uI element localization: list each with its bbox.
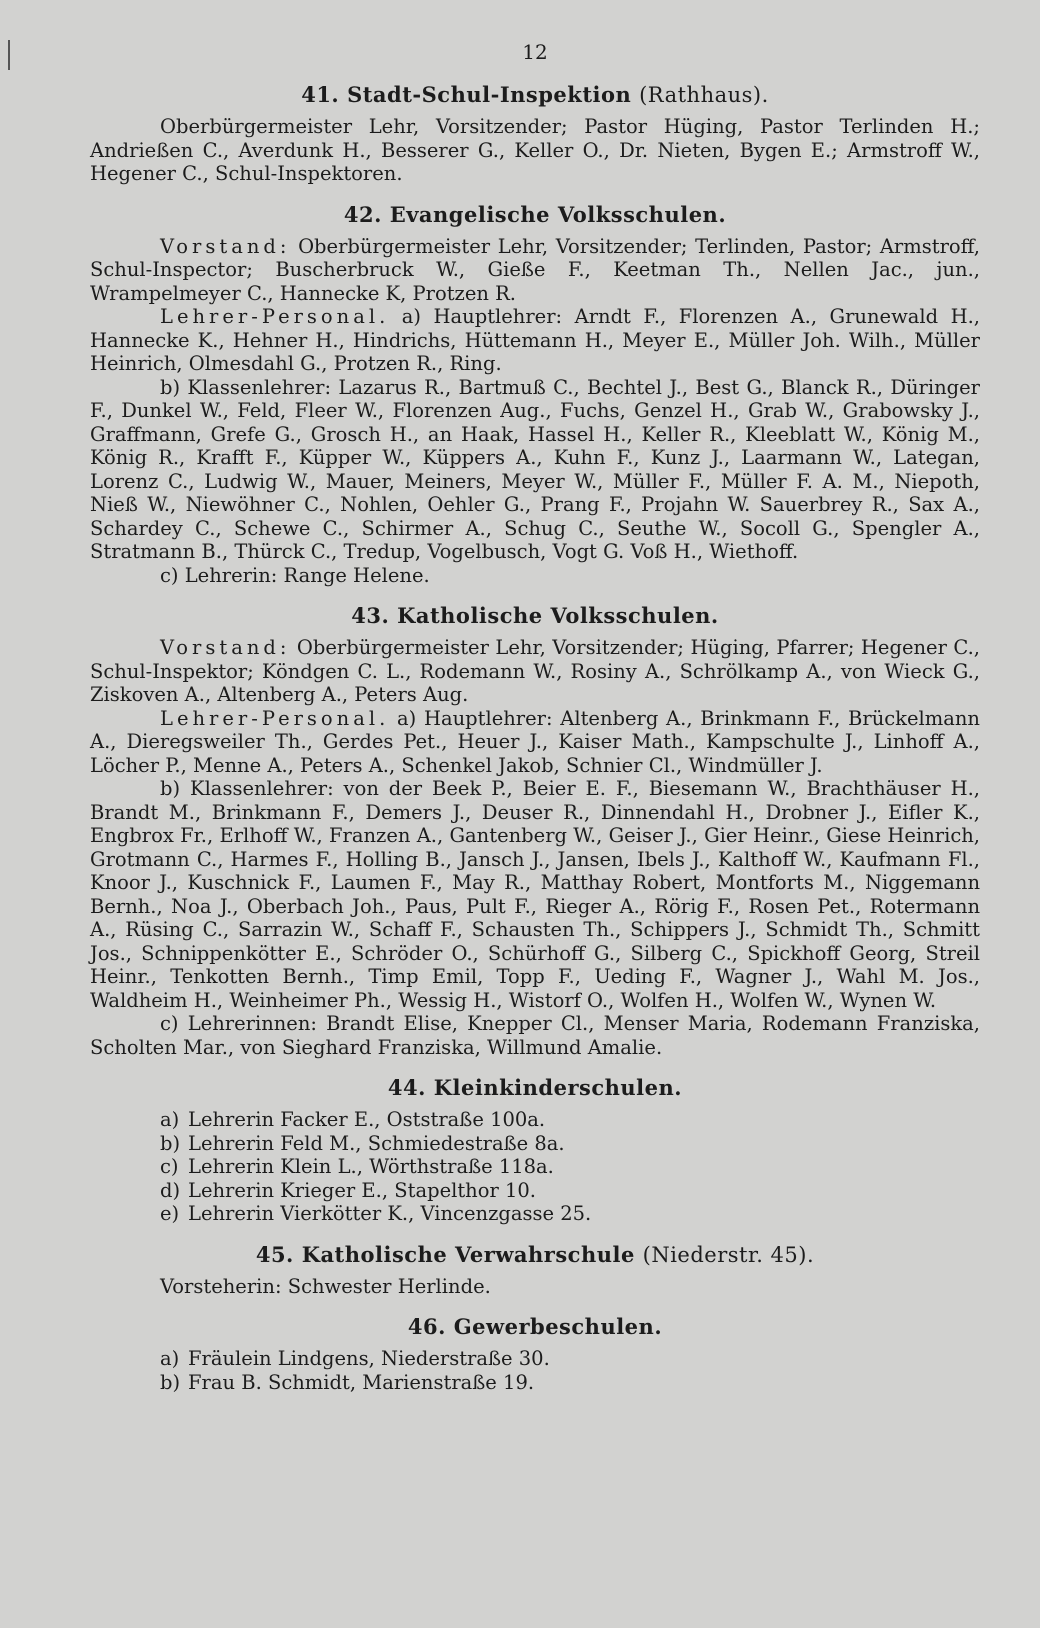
lehrer-b-text: b) Klassenlehrer: von der Beek P., Beier E. F., Biesemann W., Brachthäuser H., Brandt M., Brinkmann F., Demers J., Deuser R., Dinnendahl H., Drobner J., Eifler K., Engbrox Fr., Erlhoff W., Franzen A., Gantenberg W., Geiser J., Gier Heinr., Giese Heinrich, Grotmann C., Harmes F., Holling B., Jansch J., Jansen, Ibels J., Kalthoff W., Kaufmann Fl., Knoor J., Kuschnick F., Laumen F., May R., Matthay Robert, Montforts M., Niggemann Bernh., Noa J., Oberbach Joh., Paus, Pult F., Rieger A., Rörig F., Rosen Pet., Rotermann A., Rüsing C., Sarrazin W., Schaff F., Schausten Th., Schippers J., Schmidt Th., Schmitt Jos., Schnippenkötter E., Schröder O., Schürhoff G., Silberg C., Spickhoff Georg, Streil Heinr., Tenkotten Bernh., Timp Emil, Topp F., Ueding F., Wagner J., Wahl M. Jos., Waldheim H., Weinheimer Ph., Wessig H., Wistorf O., Wolfen H., Wolfen W., Wynen W. (90, 777, 980, 1012)
lehrer-b-text: b) Klassenlehrer: Lazarus R., Bartmuß C., Bechtel J., Best G., Blanck R., Düringer F., Dunkel W., Feld, Fleer W., Florenzen Aug., Fuchs, Genzel H., Grab W., Grabowsky J., Graffmann, Grefe G., Grosch H., an Haak, Hassel H., Keller R., Kleeblatt W., König M., König R., Krafft F., Küpper W., Küppers A., Kuhn F., Kunz J., Laarmann W., Lategan, Lorenz C., Ludwig W., Mauer, Meiners, Meyer W., Müller F., Müller F. A. M., Niepoth, Nieß W., Niewöhner C., Nohlen, Oehler G., Prang F., Projahn W. Sauerbrey R., Sax A., Schardey C., Schewe C., Schirmer A., Schug C., Seuthe W., Socoll G., Spengler A., Stratmann B., Thürck C., Tredup, Vogelbusch, Vogt G. Voß H., Wiethoff. (90, 375, 980, 563)
section-43 (90, 603, 980, 1059)
vorstand-label: Vorstand: (160, 636, 291, 659)
lehrer-paragraph-a (90, 707, 980, 778)
section-45 (90, 1242, 980, 1299)
lehrer-paragraph-a (90, 305, 980, 376)
lehrer-c-text: c) Lehrerinnen: Brandt Elise, Knepper Cl., Menser Maria, Rodemann Franziska, Scholten Mar., von Sieghard Franziska, Willmund Amalie. (90, 1012, 980, 1059)
list-item: c) Lehrerin Klein L., Wörthstraße 118a. (160, 1155, 554, 1178)
list-item: a) Lehrerin Facker E., Oststraße 100a. (160, 1108, 546, 1131)
lehrer-a-text: a) Hauptlehrer: Altenberg A., Brinkmann F., Brückelmann A., Dieregsweiler Th., Gerdes Pet., Heuer J., Kaiser Math., Kampschulte J., Linhoff A., Löcher P., Menne A., Peters A., Schenkel Jakob, Schnier Cl., Windmüller J. (90, 706, 980, 777)
section-number: 42. (343, 201, 382, 227)
section-title: Stadt-Schul-Inspektion (347, 82, 632, 107)
section-46-heading (90, 1314, 980, 1339)
section-number: 43. (351, 603, 390, 628)
binding-edge-mark (8, 40, 10, 70)
section-title: Katholische Verwahrschule (301, 1241, 635, 1267)
section-45-heading (90, 1242, 980, 1267)
list-item: b) Lehrerin Feld M., Schmiedestraße 8a. (160, 1131, 565, 1155)
section-title: Evangelische Volksschulen. (389, 201, 727, 227)
section-45-text: Vorsteherin: Schwester Herlinde. (160, 1274, 491, 1298)
vorstand-label: Vorstand: (160, 234, 291, 258)
section-46 (90, 1314, 980, 1394)
section-43-heading (90, 603, 980, 628)
section-suffix: (Niederstr. 45). (642, 1242, 815, 1267)
section-suffix: (Rathhaus). (639, 83, 769, 107)
list-item: e) Lehrerin Vierkötter K., Vincenzgasse 25. (160, 1202, 592, 1225)
page-number: 12 (522, 40, 548, 64)
section-41-heading (90, 82, 980, 107)
list-item: b) Frau B. Schmidt, Marienstraße 19. (160, 1370, 535, 1394)
section-title: Kleinkinderschulen. (433, 1075, 683, 1100)
list-item: a) Fräulein Lindgens, Niederstraße 30. (160, 1347, 550, 1370)
section-44-heading (90, 1075, 980, 1100)
lehrer-label: Lehrer-Personal. (160, 706, 390, 730)
section-41-text: Oberbürgermeister Lehr, Vorsitzender; Pastor Hüging, Pastor Terlinden H.; Andrießen C., Averdunk H., Besserer G., Keller O., Dr. Nieten, Bygen E.; Armstroff W., Hegener C., Schul-Inspektoren. (90, 115, 980, 185)
section-title: Gewerbeschulen. (453, 1314, 663, 1339)
vorstand-text: Oberbürgermeister Lehr, Vorsitzender; Hüging, Pfarrer; Hegener C., Schul-Inspektor; Köndgen C. L., Rodemann W., Rosiny A., Schrölkamp A., von Wieck G., Ziskoven A., Altenberg A., Peters Aug. (90, 636, 980, 706)
vorstand-paragraph (90, 235, 980, 306)
vorstand-text: Oberbürgermeister Lehr, Vorsitzender; Terlinden, Pastor; Armstroff, Schul-Inspector; Buscherbruck W., Gieße F., Keetman Th., Nellen Jac., jun., Wrampelmeyer C., Hannecke K, Protzen R. (90, 234, 980, 305)
section-title: Katholische Volksschulen. (397, 603, 719, 628)
vorstand-paragraph (90, 636, 980, 707)
lehrer-c-text: c) Lehrerin: Range Helene. (160, 563, 430, 587)
lehrer-label: Lehrer-Personal. (160, 305, 390, 328)
list-item: d) Lehrerin Krieger E., Stapelthor 10. (160, 1178, 537, 1202)
section-41 (90, 82, 980, 186)
section-42 (90, 202, 980, 588)
section-42-heading (90, 202, 980, 227)
section-number: 45. (255, 1241, 294, 1267)
section-number: 46. (407, 1314, 446, 1339)
section-number: 41. (301, 82, 340, 107)
lehrer-a-text: a) Hauptlehrer: Arndt F., Florenzen A., Grunewald H., Hannecke K., Hehner H., Hindrichs, Hüttemann H., Meyer E., Müller Joh. Wilh., Müller Heinrich, Olmesdahl G., Protzen R., Ring. (90, 305, 980, 375)
section-number: 44. (387, 1075, 426, 1100)
section-44 (90, 1075, 980, 1226)
